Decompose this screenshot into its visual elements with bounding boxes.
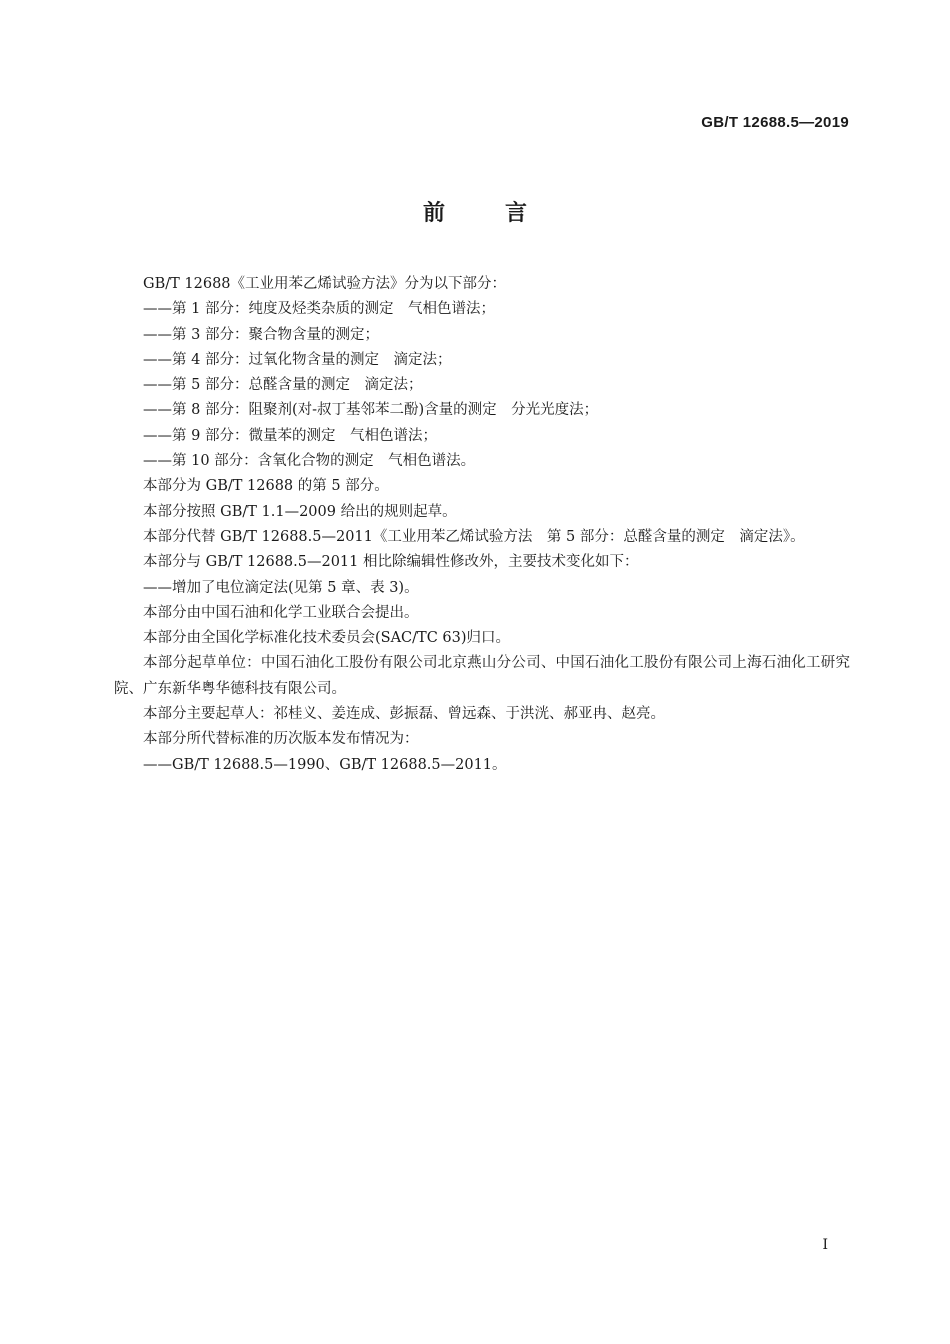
list-item: ——增加了电位滴定法(见第 5 章、表 3)。 xyxy=(143,579,419,596)
replaces-paragraph: 本部分代替 GB/T 12688.5—2011《工业用苯乙烯试验方法 第 5 部分：总醛含量的测定 滴定法》。 xyxy=(143,528,805,545)
managed-paragraph: 本部分由全国化学标准化技术委员会(SAC/TC 63)归口。 xyxy=(143,630,511,647)
list-item: ——第 4 部分：过氧化物含量的测定 滴定法； xyxy=(143,351,452,368)
changes-paragraph: 本部分与 GB/T 12688.5—2011 相比除编辑性修改外，主要技术变化如下： xyxy=(143,554,639,571)
list-item: ——第 1 部分：纯度及烃类杂质的测定 气相色谱法； xyxy=(143,301,495,318)
history-paragraph: 本部分所代替标准的历次版本发布情况为： xyxy=(143,731,419,748)
list-item: ——GB/T 12688.5—1990、GB/T 12688.5—2011。 xyxy=(143,756,507,773)
page-title: 前言 xyxy=(422,201,587,226)
list-item: ——第 10 部分：含氧化合物的测定 气相色谱法。 xyxy=(143,453,476,470)
part-of-paragraph: 本部分为 GB/T 12688 的第 5 部分。 xyxy=(143,478,389,495)
list-item: ——第 9 部分：微量苯的测定 气相色谱法； xyxy=(143,427,437,444)
drafters-paragraph: 本部分主要起草人：祁桂义、姜连成、彭振磊、曾远森、于洪洸、郝亚冉、赵亮。 xyxy=(143,706,665,723)
proposed-paragraph: 本部分由中国石油和化学工业联合会提出。 xyxy=(143,604,419,621)
drafting-units-paragraph: 本部分起草单位：中国石油化工股份有限公司北京燕山分公司、中国石油化工股份有限公司上海石油化工研究院、广东新华粤华德科技有限公司。 xyxy=(114,655,850,697)
list-item: ——第 3 部分：聚合物含量的测定； xyxy=(143,326,379,343)
list-item: ——第 5 部分：总醛含量的测定 滴定法； xyxy=(143,377,423,394)
document-body xyxy=(114,272,850,778)
page-number: I xyxy=(822,1237,828,1253)
intro-paragraph: GB/T 12688《工业用苯乙烯试验方法》分为以下部分： xyxy=(143,276,507,292)
document-code: GB/T 12688.5—2019 xyxy=(701,114,849,131)
rules-paragraph: 本部分按照 GB/T 1.1—2009 给出的规则起草。 xyxy=(143,503,457,520)
list-item: ——第 8 部分：阻聚剂(对-叔丁基邻苯二酚)含量的测定 分光光度法； xyxy=(143,402,599,419)
